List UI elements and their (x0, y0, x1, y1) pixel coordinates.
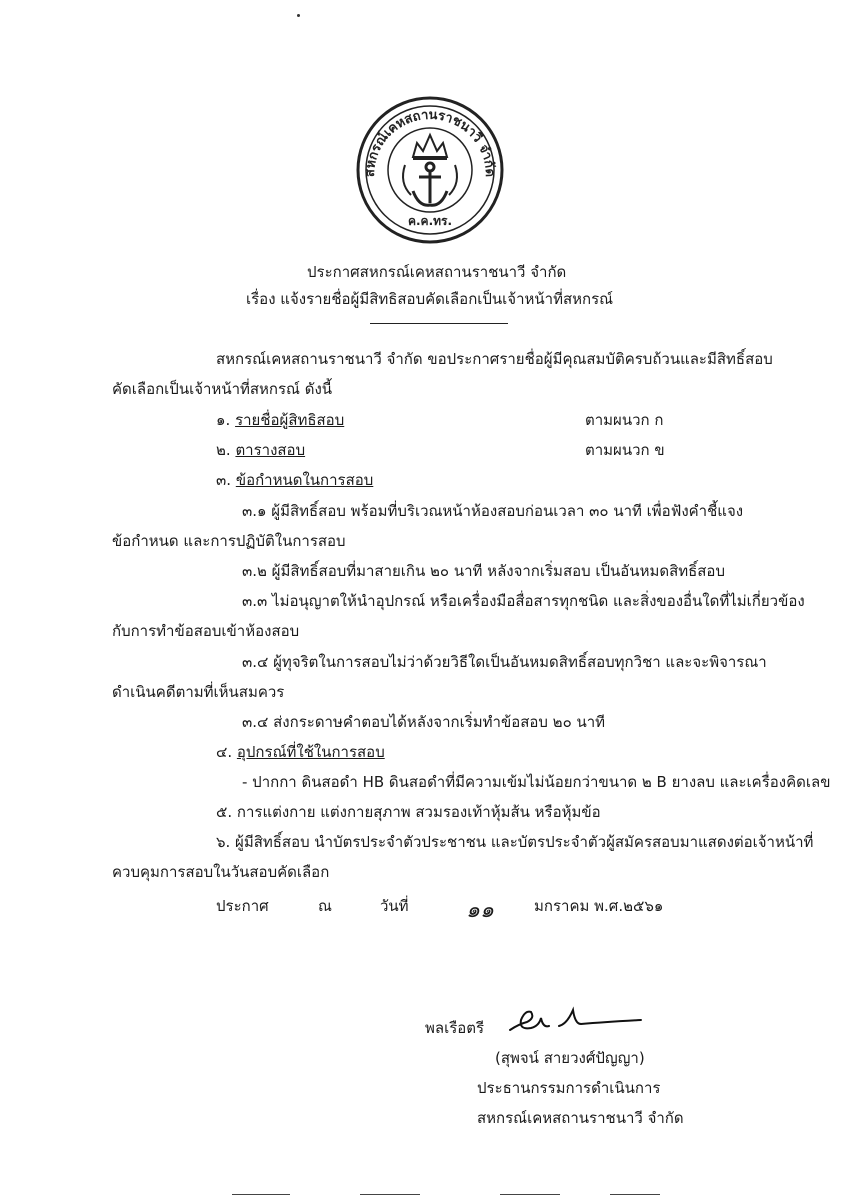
rule-3-1-line-2: ข้อกำหนด และการปฏิบัติในการสอบ (112, 532, 346, 550)
rule-3-1-line-1: ๓.๑ ผู้มีสิทธิ์สอบ พร้อมที่บริเวณหน้าห้องสอบก่อนเวลา ๓๐ นาที เพื่อฟังคำชี้แจง (242, 502, 744, 520)
announce-word: ประกาศ (216, 897, 269, 915)
item-5: ๕. การแต่งกาย แต่งกายสุภาพ สวมรองเท้าหุ้มส้น หรือหุ้มข้อ (216, 803, 601, 821)
announce-month-year: มกราคม พ.ศ.๒๕๖๑ (534, 897, 664, 915)
header-divider (370, 323, 508, 324)
item-3 (216, 470, 373, 490)
announce-day: ๑๑ (466, 898, 494, 923)
intro-line-1: สหกรณ์เคหสถานราชนาวี จำกัด ขอประกาศรายชื่อผู้มีคุณสมบัติครบถ้วนและมีสิทธิ์สอบ (216, 350, 773, 368)
announce-at: ณ (318, 897, 332, 915)
scan-bottom-edge (0, 1194, 849, 1195)
rule-3-2: ๓.๒ ผู้มีสิทธิ์สอบที่มาสายเกิน ๒๐ นาที หลังจากเริ่มสอบ เป็นอันหมดสิทธิ์สอบ (242, 562, 725, 580)
item-1-number: ๑. (216, 411, 231, 429)
signer-title-2: สหกรณ์เคหสถานราชนาวี จำกัด (477, 1109, 684, 1127)
announce-day-label: วันที่ (380, 897, 409, 915)
item-1-label: รายชื่อผู้สิทธิสอบ (235, 411, 345, 429)
scan-speck (297, 14, 300, 17)
rule-3-4-line-2: ดำเนินคดีตามที่เห็นสมควร (112, 683, 285, 701)
item-2-ref: ตามผนวก ข (585, 441, 665, 459)
crown-icon (413, 135, 447, 157)
announcement-subject: เรื่อง แจ้งรายชื่อผู้มีสิทธิสอบคัดเลือกเป็นเจ้าหน้าที่สหกรณ์ (246, 290, 614, 308)
item-4-number: ๔. (216, 743, 233, 761)
item-6-line-1: ๖. ผู้มีสิทธิ์สอบ นำบัตรประจำตัวประชาชน และบัตรประจำตัวผู้สมัครสอบมาแสดงต่อเจ้าหน้าที่ (216, 833, 814, 851)
cooperative-seal (355, 95, 505, 245)
signer-name: (สุพจน์ สายวงศ์ปัญญา) (495, 1049, 645, 1067)
item-4-label: อุปกรณ์ที่ใช้ในการสอบ (236, 743, 385, 761)
item-2-number: ๒. (216, 441, 231, 459)
item-3-label: ข้อกำหนดในการสอบ (235, 471, 374, 489)
item-2-label: ตารางสอบ (235, 441, 306, 459)
svg-text:สหกรณ์เคหสถานราชนาวี จำกัด (363, 108, 497, 177)
item-4-detail: - ปากกา ดินสอดำ HB ดินสอดำที่มีความเข้มไม่น้อยกว่าขนาด ๒ B ยางลบ และเครื่องคิดเลข (242, 773, 831, 791)
signer-title-1: ประธานกรรมการดำเนินการ (477, 1079, 661, 1097)
item-3-number: ๓. (216, 471, 232, 489)
signature-scribble (505, 1004, 645, 1042)
rule-3-5: ๓.๔ ส่งกระดาษคำตอบได้หลังจากเริ่มทำข้อสอบ ๒๐ นาที (242, 713, 606, 731)
item-4 (216, 742, 385, 762)
rule-3-3-line-2: กับการทำข้อสอบเข้าห้องสอบ (112, 622, 300, 640)
seal-bottom-text: ค.ค.ทร. (407, 214, 453, 228)
signer-rank: พลเรือตรี (425, 1019, 485, 1037)
item-1 (216, 410, 344, 430)
intro-line-2: คัดเลือกเป็นเจ้าหน้าที่สหกรณ์ ดังนี้ (112, 380, 333, 398)
item-1-ref: ตามผนวก ก (585, 411, 664, 429)
seal-arc-text: สหกรณ์เคหสถานราชนาวี จำกัด (362, 107, 498, 178)
rule-3-3-line-1: ๓.๓ ไม่อนุญาตให้นำอุปกรณ์ หรือเครื่องมือสื่อสารทุกชนิด และสิ่งของอื่นใดที่ไม่เกี่ยวข้อง (242, 592, 805, 610)
rule-3-4-line-1: ๓.๔ ผู้ทุจริตในการสอบไม่ว่าด้วยวิธีใดเป็นอันหมดสิทธิ์สอบทุกวิชา และจะพิจารณา (242, 653, 767, 671)
announcement-title: ประกาศสหกรณ์เคหสถานราชนาวี จำกัด (307, 263, 567, 281)
item-2 (216, 440, 305, 460)
item-6-line-2: ควบคุมการสอบในวันสอบคัดเลือก (112, 863, 330, 881)
anchor-icon (413, 163, 447, 205)
